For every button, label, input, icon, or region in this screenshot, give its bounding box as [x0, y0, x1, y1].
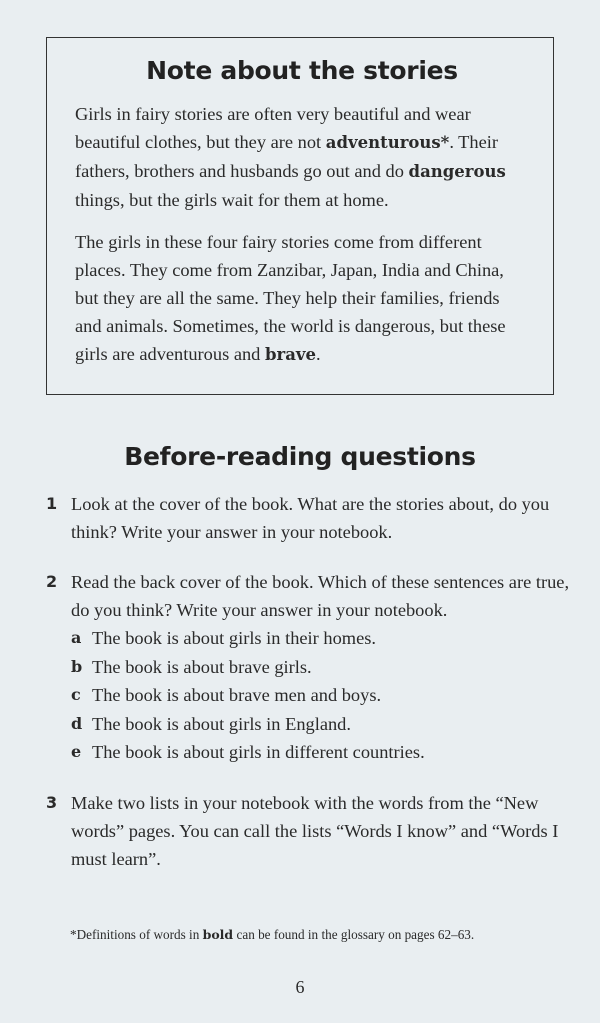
question-body	[71, 789, 586, 873]
note-p2-text-c: .	[316, 344, 321, 364]
option-letter: d	[71, 713, 83, 733]
note-paragraph-2	[75, 228, 529, 369]
answer-option-d	[71, 710, 586, 739]
bold-word-dangerous: dangerous	[408, 162, 506, 181]
question-text: Make two lists in your notebook with the words from the “New words” pages. You can call the lists “Words I know” and “Words I must learn”.	[71, 792, 559, 869]
answer-option-e	[71, 738, 586, 767]
note-p1-text-c: . Their fathers, brothers and husbands go out and do	[75, 132, 499, 181]
option-text: The book is about brave girls.	[92, 656, 312, 677]
question-3	[46, 789, 586, 873]
bold-word-brave: brave	[264, 345, 316, 364]
question-text: Look at the cover of the book. What are the stories about, do you think? Write your answer in your notebook.	[71, 494, 550, 542]
question-number: 1	[46, 494, 58, 513]
answer-option-c	[71, 681, 586, 710]
option-letter: e	[71, 742, 82, 761]
option-letter: b	[71, 656, 83, 676]
note-p2-text-a: The girls in these four fairy stories come from different places. They come from Zanzibar, Japan, India and China, but they are all the same. They help their families, friends and animals. Sometimes, the world is dangerous, but these girls are adventurous and	[75, 232, 506, 364]
footnote-text-c: can be found in the glossary on pages 62–63.	[233, 927, 475, 942]
question-text: Read the back cover of the book. Which of these sentences are true, do you think? Write your answer in your notebook.	[71, 572, 570, 620]
question-number: 3	[46, 792, 58, 812]
answer-option-b	[71, 653, 586, 682]
option-text: The book is about brave men and boys.	[92, 685, 382, 705]
question-1	[46, 490, 586, 546]
option-text: The book is about girls in England.	[92, 713, 351, 734]
question-body	[71, 490, 586, 546]
note-p1-text-a: Girls in fairy stories are often very beautiful and wear beautiful clothes, but they are not	[75, 104, 471, 152]
answer-option-a	[71, 624, 586, 653]
note-box	[46, 37, 554, 395]
question-body	[71, 568, 586, 767]
option-letter: c	[71, 685, 81, 704]
bold-word-adventurous: adventurous*	[325, 133, 450, 152]
questions-title: Before-reading questions	[124, 442, 476, 471]
footnote	[70, 927, 474, 943]
page-number: 6	[295, 977, 305, 997]
note-title: Note about the stories	[146, 56, 458, 85]
note-paragraph-1	[75, 100, 529, 214]
footnote-text-a: *Definitions of words in	[70, 927, 203, 942]
question-2	[46, 568, 586, 767]
question-number: 2	[46, 572, 58, 591]
option-letter: a	[71, 628, 82, 647]
note-p1-text-d: things, but the girls wait for them at home.	[75, 190, 389, 210]
answer-options	[71, 624, 586, 767]
option-text: The book is about girls in their homes.	[92, 628, 376, 648]
option-text: The book is about girls in different countries.	[92, 742, 425, 762]
footnote-bold-word: bold	[202, 927, 234, 942]
questions-list	[46, 490, 586, 895]
